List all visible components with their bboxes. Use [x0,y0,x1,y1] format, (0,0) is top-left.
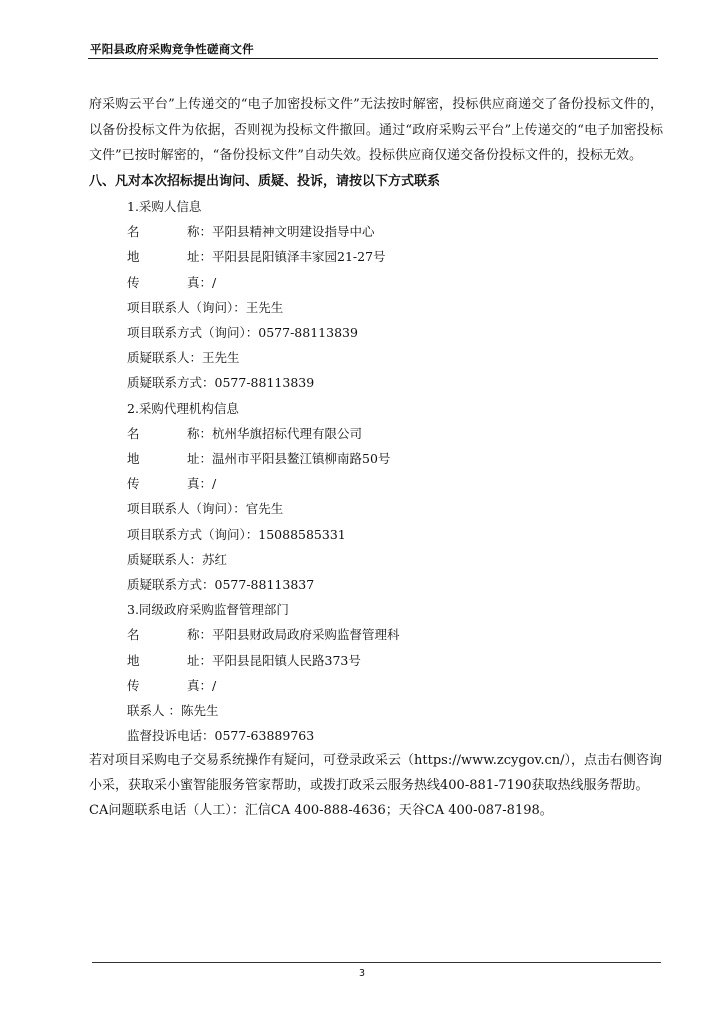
purchaser-title: 1.采购人信息 [127,199,202,214]
fax-label-a: 传 [127,274,140,290]
name-label-a: 名 [127,425,140,441]
supervisor-address: 平阳县昆阳镇人民路373号 [212,652,361,668]
agency-phone-row [127,522,663,547]
agency-address-row [127,446,663,471]
purchaser-complaint-phone-row [127,370,663,395]
name-label-b: 称： [187,224,213,240]
purchaser-fax: / [212,274,217,290]
supervisor-contact: 陈先生 [180,703,219,719]
fax-label-a: 传 [127,476,140,492]
agency-complaint-contact-row [127,547,663,572]
agency-contact: 官先生 [245,501,284,517]
supervisor-address-row [127,648,663,673]
agency-complaint-phone-row [127,572,663,597]
contact-label: 联系人 ： [127,703,181,719]
ca-contact-line: CA问题联系电话（人工）：汇信CA 400-888-4636；天谷CA 400-087-8198。 [89,803,553,819]
complaint-phone-label: 质疑联系方式： [127,577,215,593]
name-label-a: 名 [127,224,140,240]
agency-fax: / [212,476,217,492]
fax-label-b: 真： [187,274,213,290]
contact-label: 项目联系人（询问）： [127,299,246,315]
footer-divider [92,962,661,963]
purchaser-address-row [127,244,663,269]
agency-phone: 15088585331 [258,526,346,542]
purchaser-fax-row [127,270,663,295]
help-paragraph: 若对项目采购电子交易系统操作有疑问，可登录政采云（https://www.zcygov.cn/），点击右侧咨询小采，获取采小蜜智能服务管家帮助，或拨打政采云服务热线400-881-7190获取热线服务帮助。 [89,753,663,794]
address-label-b: 址： [187,652,213,668]
address-label-b: 址： [187,249,213,265]
phone-label: 项目联系方式（询问）： [127,325,259,341]
complaint-phone-label: 质疑联系方式： [127,375,215,391]
purchaser-info [89,194,663,748]
purchaser-contact: 王先生 [245,299,284,315]
document-body [89,92,663,823]
purchaser-complaint-contact-row [127,345,663,370]
agency-complaint-contact: 苏红 [202,551,228,567]
purchaser-complaint-contact: 王先生 [202,350,240,366]
phone-label: 项目联系方式（询问）： [127,526,259,542]
purchaser-name: 平阳县精神文明建设指导中心 [212,224,375,240]
address-label-a: 地 [127,652,140,668]
supervisor-fax-row [127,673,663,698]
agency-name: 杭州华旗招标代理有限公司 [212,425,363,441]
purchaser-name-row [127,219,663,244]
supervisor-complaint-phone-row [127,723,663,748]
name-label-b: 称： [187,425,213,441]
supervisor-name-row [127,622,663,647]
agency-address: 温州市平阳县鳌江镇柳南路50号 [212,451,391,467]
purchaser-address: 平阳县昆阳镇泽丰家园21-27号 [212,249,386,265]
name-label-b: 称： [187,627,213,643]
supervisor-fax: / [212,677,217,693]
fax-label-b: 真： [187,476,213,492]
purchaser-complaint-phone: 0577-88113839 [214,375,315,391]
purchaser-phone-row [127,320,663,345]
section-heading: 八、凡对本次招标提出询问、质疑、投诉，请按以下方式联系 [89,173,441,189]
fax-label-a: 传 [127,677,140,693]
complaint-contact-label: 质疑联系人： [127,551,203,567]
intro-paragraph: 府采购云平台”上传递交的“电子加密投标文件”无法按时解密，投标供应商递交了备份投标文件的，以备份投标文件为依据，否则视为投标文件撤回。通过“政府采购云平台”上传递交的“电子加密投标文件”已按时解密的，“备份投标文件”自动失效。投标供应商仅递交备份投标文件的，投标无效。 [89,97,663,163]
supervisor-contact-row [127,698,663,723]
header-divider [88,58,658,59]
contact-label: 项目联系人（询问）： [127,501,246,517]
agency-contact-row [127,496,663,521]
agency-complaint-phone: 0577-88113837 [214,577,315,593]
fax-label-b: 真： [187,677,213,693]
address-label-a: 地 [127,249,140,265]
address-label-a: 地 [127,451,140,467]
agency-title: 2.采购代理机构信息 [127,400,239,416]
page-number: 3 [358,968,366,979]
address-label-b: 址： [187,451,213,467]
supervisor-title: 3.同级政府采购监督管理部门 [127,602,289,618]
supervisor-complaint-phone: 0577-63889763 [214,728,315,744]
agency-name-row [127,421,663,446]
page-header-title: 平阳县政府采购竞争性磋商文件 [90,42,254,56]
purchaser-phone: 0577-88113839 [258,325,358,341]
agency-fax-row [127,471,663,496]
name-label-a: 名 [127,627,140,643]
supervisor-name: 平阳县财政局政府采购监督管理科 [212,627,400,643]
complaint-phone-label: 监督投诉电话： [127,728,215,744]
purchaser-contact-row [127,295,663,320]
complaint-contact-label: 质疑联系人： [127,350,203,366]
